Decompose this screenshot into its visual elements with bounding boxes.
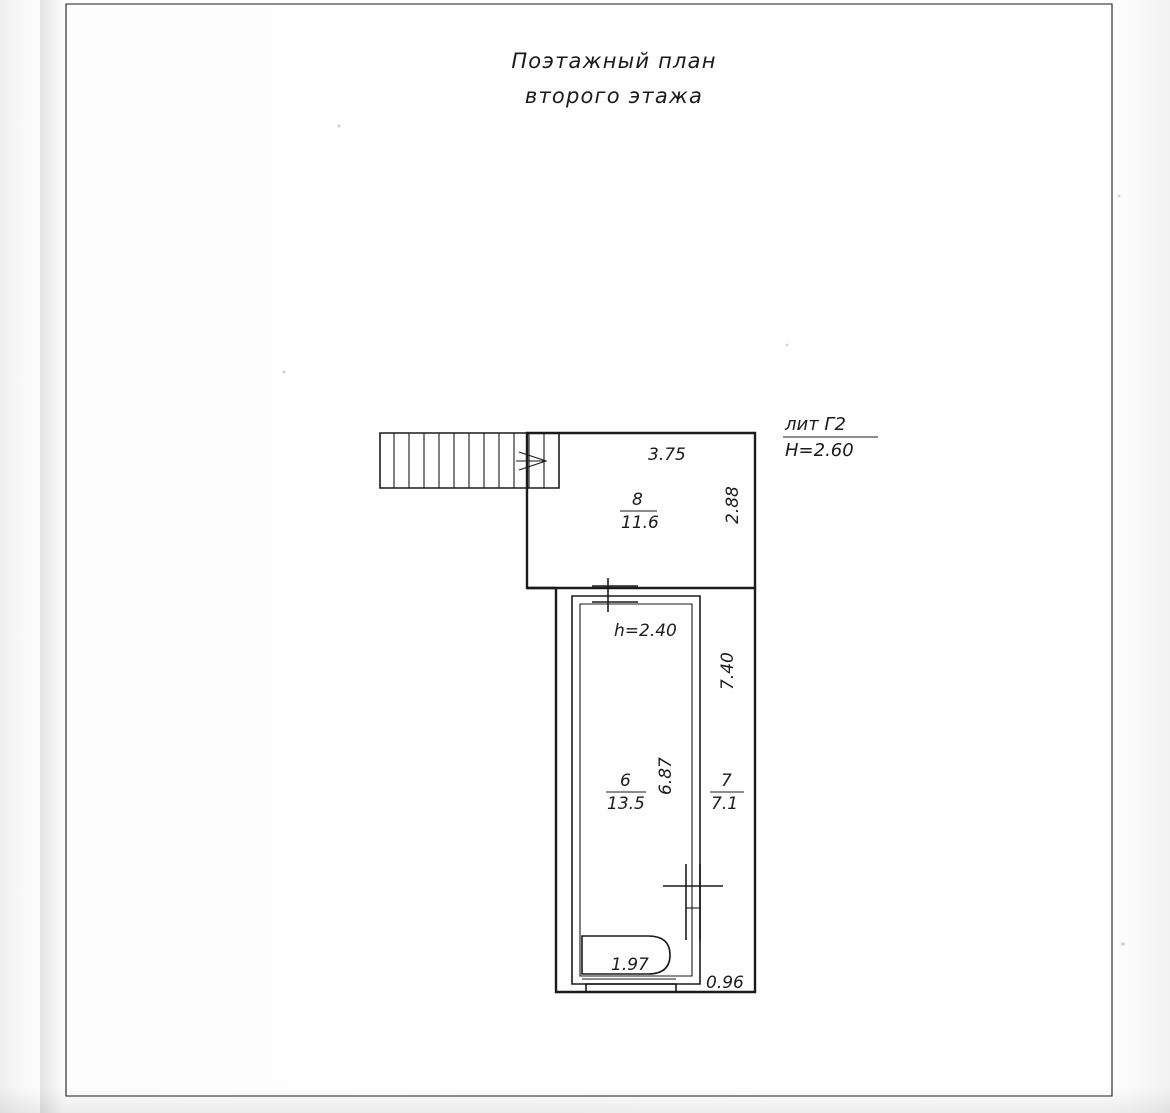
dimension-inner-length: 6.87: [656, 757, 676, 795]
dimension-balcony-width: 1.97: [611, 955, 649, 975]
dimension-top-width: 3.75: [648, 445, 686, 465]
room-label-8: [620, 490, 659, 533]
door-opening-top: [592, 578, 638, 612]
room-label-7: [710, 771, 744, 814]
room-8-number: 8: [632, 490, 643, 510]
page-border-frame: [66, 4, 1112, 1096]
plan-title-line1: Поэтажный план: [511, 49, 717, 73]
dimension-right-height: 7.40: [718, 652, 738, 690]
room-8-area: 11.6: [621, 513, 659, 533]
building-letter-label: лит Г2: [785, 414, 846, 435]
plan-title-line2: второго этажа: [524, 84, 704, 108]
door-opening-right: [663, 864, 723, 940]
arrow-right-icon: [516, 452, 546, 470]
building-letter-block: [783, 414, 878, 461]
dimension-top-right-height: 2.88: [723, 486, 743, 524]
room-6-number: 6: [620, 771, 631, 791]
room-7-area: 7.1: [711, 794, 739, 814]
room-7-number: 7: [721, 771, 732, 791]
dimension-bottom-right: 0.96: [706, 973, 744, 993]
room-6-outline: [572, 596, 700, 984]
room-height-note: h=2.40: [614, 621, 677, 641]
staircase: [380, 433, 559, 488]
room-label-6: [606, 771, 646, 814]
building-height-label: H=2.60: [785, 440, 854, 461]
scan-artifacts: [282, 124, 1124, 945]
room-6-area: 13.5: [607, 794, 645, 814]
